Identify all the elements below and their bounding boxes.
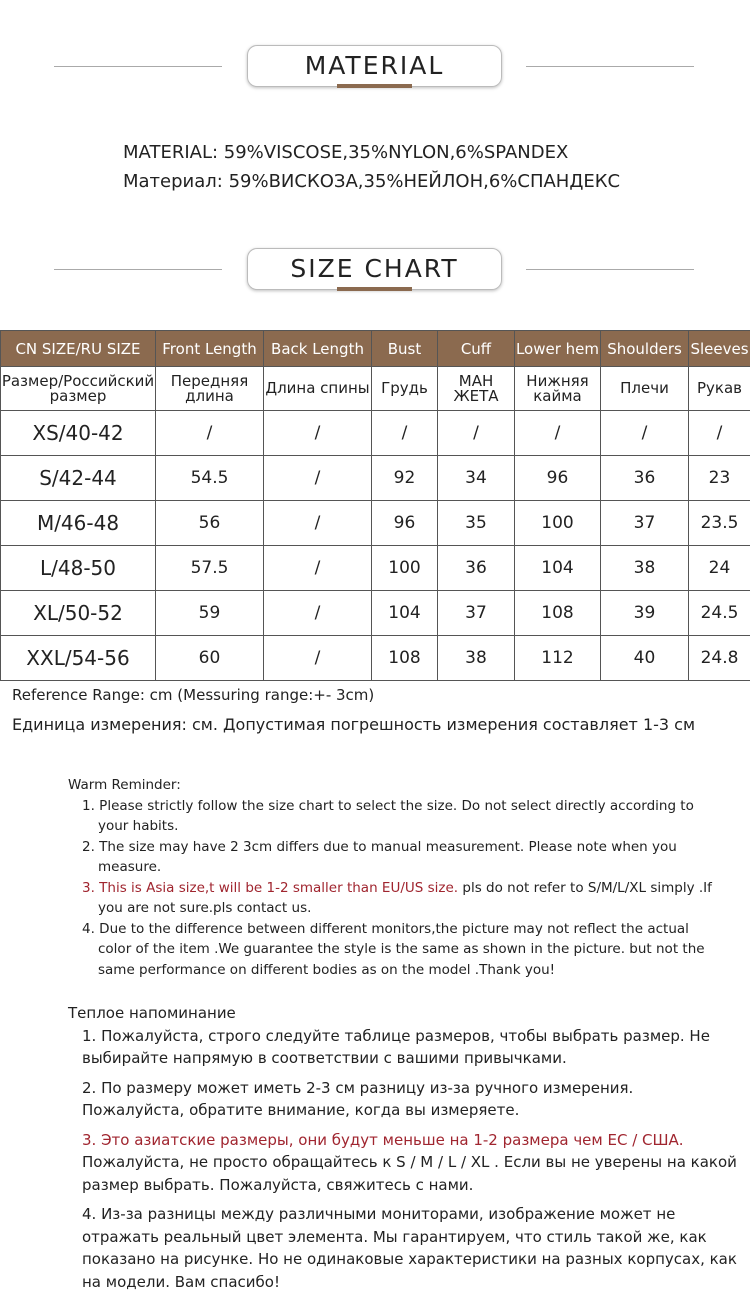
- table-cell: /: [264, 591, 372, 636]
- column-header: Back Length: [264, 331, 372, 367]
- divider: [54, 66, 222, 67]
- table-cell: 24: [689, 546, 750, 591]
- table-cell: /: [264, 456, 372, 501]
- table-cell: /: [264, 636, 372, 681]
- table-cell: /: [438, 411, 515, 456]
- warm-title: Warm Reminder:: [68, 777, 181, 793]
- table-cell: 92: [372, 456, 438, 501]
- table-cell: 38: [601, 546, 689, 591]
- column-header: Lower hem: [515, 331, 601, 367]
- reminder-item: 1. Please strictly follow the size chart to select the size. Do not select directly according to your habits.: [82, 797, 694, 834]
- material-section-header: [0, 45, 750, 95]
- divider: [54, 269, 222, 270]
- reminder-item: 2. По размеру может иметь 2-3 см разницу из-за ручного измерения. Пожалуйста, обратите внимание, когда вы измеряете.: [82, 1078, 634, 1119]
- table-row: [1, 411, 750, 456]
- column-header: CN SIZE/RU SIZE: [1, 331, 156, 367]
- table-row: [1, 501, 750, 546]
- table-cell: 96: [515, 456, 601, 501]
- table-cell: 23: [689, 456, 750, 501]
- table-cell: 112: [515, 636, 601, 681]
- table-cell: 96: [372, 501, 438, 546]
- size-cell: L/48-50: [1, 546, 156, 591]
- warning-text: 3. Это азиатские размеры, они будут меньше на 1-2 размера чем ЕС / США.: [82, 1130, 684, 1149]
- table-cell: /: [264, 411, 372, 456]
- table-row: [1, 591, 750, 636]
- column-header-ru: Рукав: [689, 367, 750, 411]
- table-row: [1, 636, 750, 681]
- column-header-ru: Длина спины: [264, 367, 372, 411]
- table-cell: /: [601, 411, 689, 456]
- table-cell: /: [264, 501, 372, 546]
- accent-bar: [337, 287, 412, 291]
- table-cell: /: [689, 411, 750, 456]
- column-header: Front Length: [156, 331, 264, 367]
- table-cell: 57.5: [156, 546, 264, 591]
- table-cell: 23.5: [689, 501, 750, 546]
- column-header-ru: Нижняя кайма: [515, 367, 601, 411]
- table-cell: 36: [601, 456, 689, 501]
- size-cell: XL/50-52: [1, 591, 156, 636]
- table-cell: 37: [438, 591, 515, 636]
- reference-ru: Единица измерения: см. Допустимая погрешность измерения составляет 1-3 см: [12, 715, 696, 734]
- column-header-ru: МАН ЖЕТА: [438, 367, 515, 411]
- size-cell: XXL/54-56: [1, 636, 156, 681]
- column-header-ru: Плечи: [601, 367, 689, 411]
- reminder-text: Пожалуйста, не просто обращайтесь к S / M / L / XL . Если вы не уверены на какой размер выбрать. Пожалуйста, свяжитесь с нами.: [82, 1153, 737, 1194]
- reference-en: Reference Range: cm (Messuring range:+- 3cm): [12, 686, 375, 704]
- table-cell: 37: [601, 501, 689, 546]
- size-cell: M/46-48: [1, 501, 156, 546]
- reminder-item: 2. The size may have 2 3cm differs due to manual measurement. Please note when you measure.: [82, 838, 677, 875]
- size-cell: XS/40-42: [1, 411, 156, 456]
- reminder-item: [68, 878, 718, 919]
- table-cell: /: [515, 411, 601, 456]
- value: 59%VISCOSE,35%NYLON,6%SPANDEX: [223, 142, 569, 163]
- warm-reminder-en: [68, 775, 718, 980]
- column-header: Shoulders: [601, 331, 689, 367]
- table-cell: 40: [601, 636, 689, 681]
- table-cell: /: [372, 411, 438, 456]
- table-cell: 24.5: [689, 591, 750, 636]
- column-header-ru: Размер/Российский размер: [1, 367, 156, 411]
- table-cell: 108: [372, 636, 438, 681]
- table-cell: 104: [515, 546, 601, 591]
- accent-bar: [337, 84, 412, 88]
- column-header: Sleeves: [689, 331, 750, 367]
- reminder-item: 4. Из-за разницы между различными мониторами, изображение может не отражать реальный цвет элемента. Мы гарантируем, что стиль такой же, как показано на рисунке. Но не одинаковые характеристики на разных корпусах, как на модели. Вам спасибо!: [82, 1205, 737, 1291]
- column-header: Bust: [372, 331, 438, 367]
- table-cell: 104: [372, 591, 438, 636]
- size-cell: S/42-44: [1, 456, 156, 501]
- size-table: [0, 330, 750, 681]
- table-row: [1, 456, 750, 501]
- material-ru: [123, 171, 620, 192]
- table-cell: 100: [515, 501, 601, 546]
- divider: [526, 66, 694, 67]
- table-cell: /: [156, 411, 264, 456]
- table-cell: 39: [601, 591, 689, 636]
- warm-title: Теплое напоминание: [68, 1004, 236, 1022]
- reminder-text: pls do not refer to S/M/L/XL simply .If you are not sure.pls contact us.: [98, 879, 712, 916]
- table-cell: 60: [156, 636, 264, 681]
- size-section-header: [0, 248, 750, 298]
- section-title: MATERIAL: [247, 45, 502, 87]
- table-cell: 24.8: [689, 636, 750, 681]
- reminder-item: [68, 1129, 738, 1197]
- table-cell: 54.5: [156, 456, 264, 501]
- table-row: [1, 546, 750, 591]
- table-cell: 56: [156, 501, 264, 546]
- label: MATERIAL:: [123, 142, 219, 163]
- table-cell: 35: [438, 501, 515, 546]
- header-row-ru: [1, 367, 750, 411]
- reminder-item: 4. Due to the difference between different monitors,the picture may not reflect the actual color of the item .We guarantee the style is the same as shown in the picture. but not the same performance on different bodies as on the model .Thank you!: [82, 920, 705, 978]
- column-header-ru: Грудь: [372, 367, 438, 411]
- table-cell: 36: [438, 546, 515, 591]
- table-cell: 59: [156, 591, 264, 636]
- material-en: [123, 142, 568, 163]
- warning-text: 3. This is Asia size,t will be 1-2 smaller than EU/US size.: [82, 879, 459, 896]
- table-cell: 108: [515, 591, 601, 636]
- table-cell: 100: [372, 546, 438, 591]
- column-header-ru: Передняя длина: [156, 367, 264, 411]
- table-cell: 38: [438, 636, 515, 681]
- reminder-item: 1. Пожалуйста, строго следуйте таблице размеров, чтобы выбрать размер. Не выбирайте напрямую в соответствии с вашими привычками.: [82, 1026, 710, 1067]
- section-title: SIZE CHART: [247, 248, 502, 290]
- warm-reminder-ru: [68, 1002, 738, 1293]
- divider: [526, 269, 694, 270]
- table-cell: 34: [438, 456, 515, 501]
- value: 59%ВИСКОЗА,35%НЕЙЛОН,6%СПАНДЕКС: [228, 171, 621, 192]
- column-header: Cuff: [438, 331, 515, 367]
- label: Материал:: [123, 171, 223, 192]
- table-cell: /: [264, 546, 372, 591]
- header-row-en: [1, 331, 750, 367]
